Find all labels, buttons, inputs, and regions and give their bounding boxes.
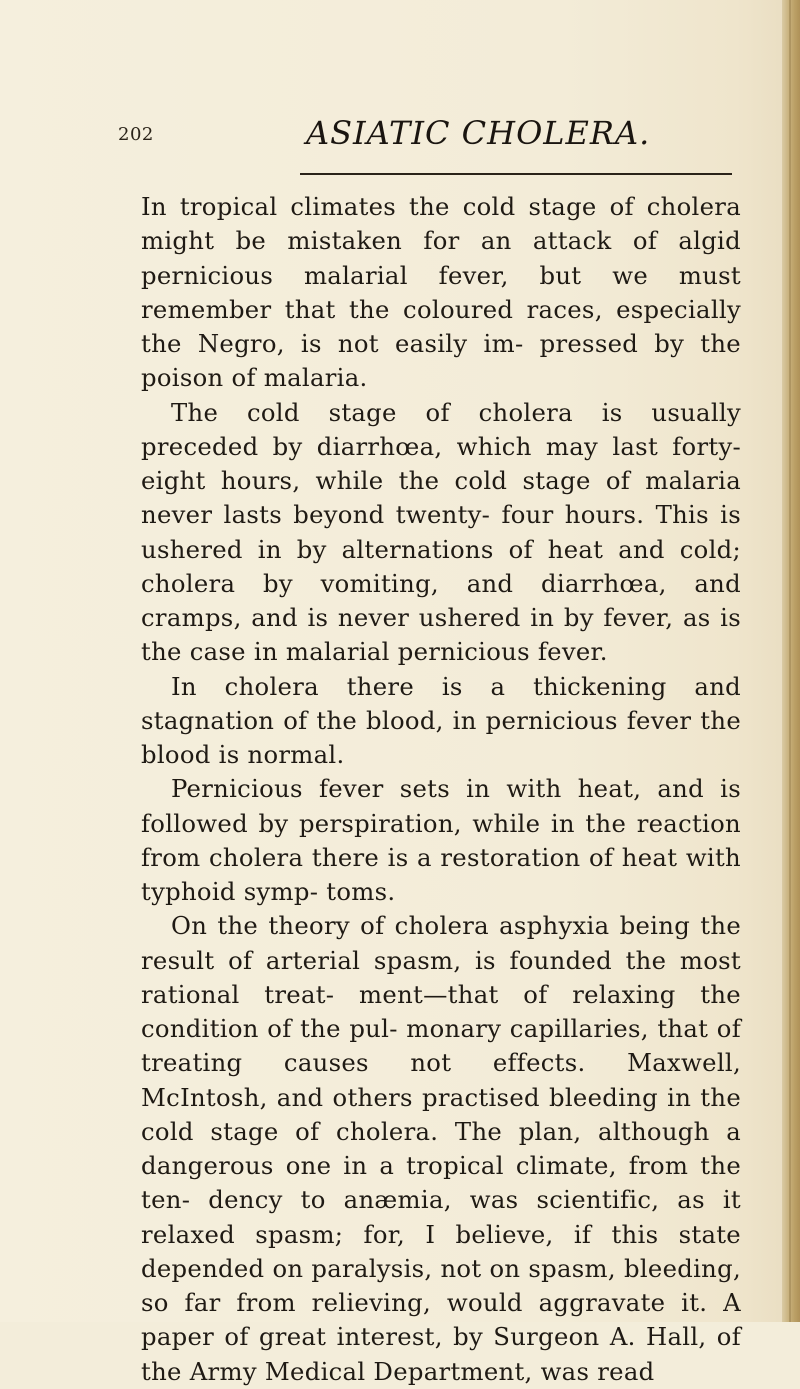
paragraph: The cold stage of cholera is usually preceded by diarrhœa, which may last forty-eight hours, while the cold stage of malaria never lasts beyond twenty- four hours. This is ushered in by alternations of heat and cold; cholera by vomiting, and diarrhœa, and cramps, and is never ushered in by fever, as is the case in malarial pernicious fever. [141, 397, 741, 667]
paragraph: In tropical climates the cold stage of cholera might be mistaken for an attack of algid pernicious malarial fever, but we must remember that the coloured races, especially the Negro, is not easily im- pressed by the poison of malaria. [141, 192, 741, 393]
header-rule [300, 173, 732, 175]
page-header [118, 114, 738, 162]
paragraph: Pernicious fever sets in with heat, and is followed by perspiration, while in the reaction from cholera there is a restoration of heat with typhoid symp- toms. [141, 774, 741, 906]
body-text [141, 190, 741, 1389]
running-title: ASIATIC CHOLERA. [306, 114, 651, 152]
page-edge [782, 0, 800, 1322]
paragraph: In cholera there is a thickening and stagnation of the blood, in pernicious fever the blood is normal. [141, 671, 741, 769]
page-number: 202 [118, 124, 154, 145]
paragraph: On the theory of cholera asphyxia being the result of arterial spasm, is founded the most rational treat- ment—that of relaxing the condition of the pul- monary capillaries, that of treating causes not effects. Maxwell, McIntosh, and others practised bleeding in the cold stage of cholera. The plan, although a dangerous one in a tropical climate, from the ten- dency to anæmia, was scientific, as it relaxed spasm; for, I believe, if this state depended on paralysis, not on spasm, bleeding, so far from relieving, would aggravate it. A paper of great interest, by Surgeon A. Hall, of the Army Medical Department, was read [141, 911, 741, 1386]
